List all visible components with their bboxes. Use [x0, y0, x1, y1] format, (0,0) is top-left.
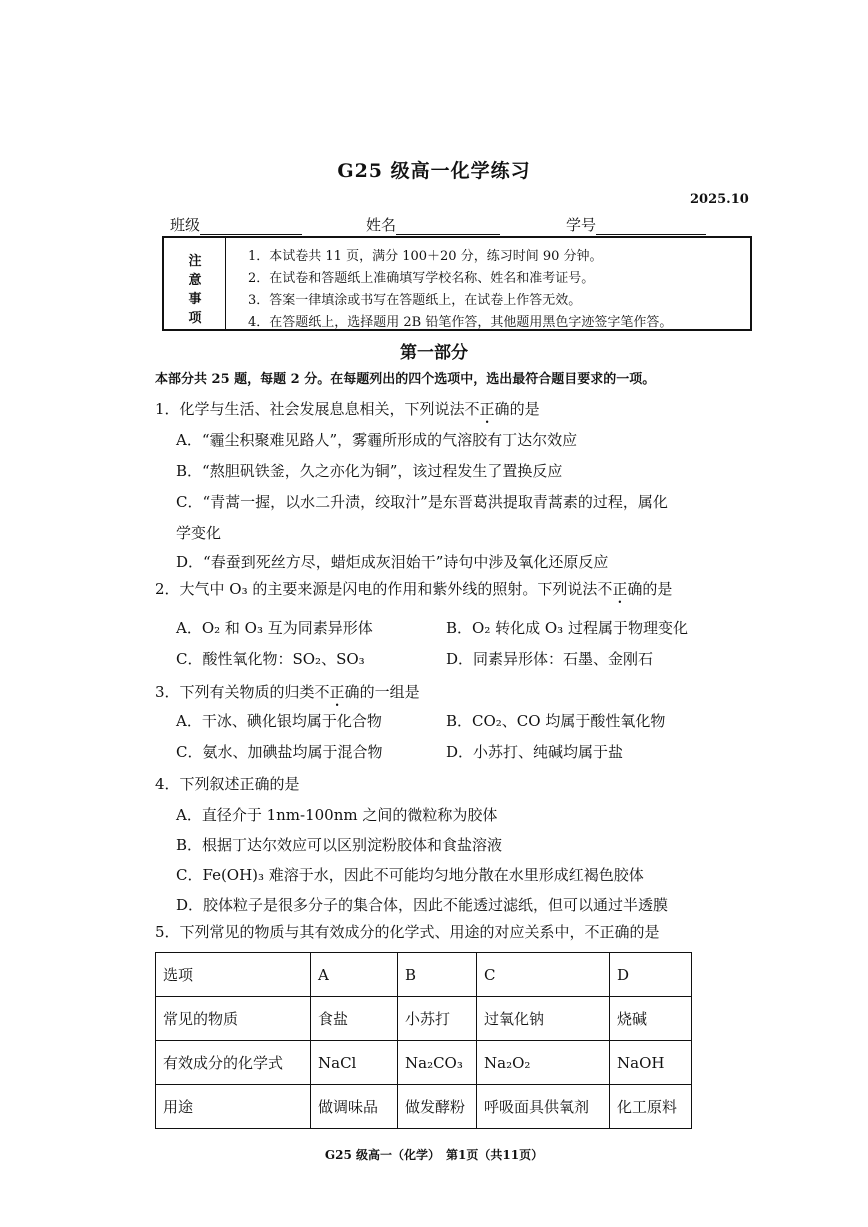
emphasis-text: 不正确	[597, 580, 643, 598]
table-cell: D	[610, 953, 692, 997]
table-cell: 小苏打	[398, 997, 477, 1041]
question-4-stem: 4．下列叙述正确的是	[155, 775, 300, 793]
question-3-stem: 3．下列有关物质的归类不正确的一组是	[155, 683, 420, 701]
question-1-option-a: A．“霾尘积聚难见路人”，雾霾所形成的气溶胶有丁达尔效应	[176, 431, 578, 449]
table-row	[156, 1085, 692, 1129]
question-2-stem: 2．大气中 O₃ 的主要来源是闪电的作用和紫外线的照射。下列说法不正确的是	[155, 580, 673, 598]
student-id-field	[566, 214, 706, 235]
table-cell: 呼吸面具供氧剂	[477, 1085, 610, 1129]
table-cell: NaCl	[311, 1041, 398, 1085]
table-cell: 常见的物质	[156, 997, 311, 1041]
table-cell: 用途	[156, 1085, 311, 1129]
table-cell: 化工原料	[610, 1085, 692, 1129]
question-2-option-b: B．O₂ 转化成 O₃ 过程属于物理变化	[446, 619, 688, 637]
table-cell: 食盐	[311, 997, 398, 1041]
table-cell: Na₂CO₃	[398, 1041, 477, 1085]
table-cell: 有效成分的化学式	[156, 1041, 311, 1085]
table-row	[156, 1041, 692, 1085]
question-4-option-d: D．胶体粒子是很多分子的集合体，因此不能透过滤纸，但可以通过半透膜	[176, 896, 669, 914]
notice-item: 2．在试卷和答题纸上准确填写学校名称、姓名和准考证号。	[248, 271, 595, 286]
table-cell: 做发酵粉	[398, 1085, 477, 1129]
question-2-option-a: A．O₂ 和 O₃ 互为同素异形体	[176, 619, 373, 637]
question-3-option-d: D．小苏打、纯碱均属于盐	[446, 743, 624, 761]
name-field	[366, 214, 500, 235]
table-cell: B	[398, 953, 477, 997]
table-row	[156, 953, 692, 997]
question-1-option-c-cont: 学变化	[176, 524, 222, 542]
question-1-option-b: B．“熬胆矾铁釜，久之亦化为铜”，该过程发生了置换反应	[176, 462, 563, 480]
question-2-option-d: D．同素异形体：石墨、金刚石	[446, 650, 654, 668]
table-cell: C	[477, 953, 610, 997]
class-label: 班级	[170, 216, 201, 234]
notice-item: 3．答案一律填涂或书写在答题纸上，在试卷上作答无效。	[248, 293, 582, 308]
table-cell: A	[311, 953, 398, 997]
exam-date: 2025.10	[690, 192, 749, 207]
question-5-stem: 5．下列常见的物质与其有效成分的化学式、用途的对应关系中，不正确的是	[155, 923, 660, 941]
emphasis-text: 不正确	[314, 683, 360, 701]
table-cell: 烧碱	[610, 997, 692, 1041]
table-cell: 选项	[156, 953, 311, 997]
question-3-option-a: A．干冰、碘化银均属于化合物	[176, 712, 382, 730]
class-field	[170, 214, 302, 235]
question-4-option-b: B．根据丁达尔效应可以区别淀粉胶体和食盐溶液	[176, 836, 503, 854]
question-2-option-c: C．酸性氧化物：SO₂、SO₃	[176, 650, 365, 668]
notice-box	[162, 236, 752, 331]
table-cell: Na₂O₂	[477, 1041, 610, 1085]
student-id-label: 学号	[566, 216, 597, 234]
table-row	[156, 997, 692, 1041]
exam-title: G25 级高一化学练习	[337, 160, 531, 182]
question-1-stem: 1．化学与生活、社会发展息息相关，下列说法不正确的是	[155, 400, 540, 418]
notice-heading: 注 意 事 项	[164, 238, 226, 329]
table-cell: NaOH	[610, 1041, 692, 1085]
question-1-option-c: C．“青蒿一握，以水二升渍，绞取汁”是东晋葛洪提取青蒿素的过程，属化	[176, 493, 668, 511]
notice-item: 1．本试卷共 11 页，满分 100＋20 分，练习时间 90 分钟。	[248, 249, 603, 264]
section-intro: 本部分共 25 题，每题 2 分。在每题列出的四个选项中，选出最符合题目要求的一项。	[155, 372, 656, 387]
question-4-option-c: C．Fe(OH)₃ 难溶于水，因此不可能均匀地分散在水里形成红褐色胶体	[176, 866, 644, 884]
notice-item: 4．在答题纸上，选择题用 2B 铅笔作答，其他题用黑色字迹签字笔作答。	[248, 315, 673, 330]
emphasis-text: 不正确	[464, 400, 510, 418]
question-1-option-d: D．“春蚕到死丝方尽，蜡炬成灰泪始干”诗句中涉及氧化还原反应	[176, 553, 609, 571]
name-label: 姓名	[366, 216, 397, 234]
question-5-table	[155, 952, 692, 1129]
table-cell: 过氧化钠	[477, 997, 610, 1041]
section-title: 第一部分	[400, 343, 468, 363]
page-footer: G25 级高一（化学） 第1页（共11页）	[324, 1148, 544, 1162]
question-4-option-a: A．直径介于 1nm-100nm 之间的微粒称为胶体	[176, 806, 498, 824]
table-cell: 做调味品	[311, 1085, 398, 1129]
question-3-option-c: C．氨水、加碘盐均属于混合物	[176, 743, 383, 761]
question-3-option-b: B．CO₂、CO 均属于酸性氧化物	[446, 712, 666, 730]
